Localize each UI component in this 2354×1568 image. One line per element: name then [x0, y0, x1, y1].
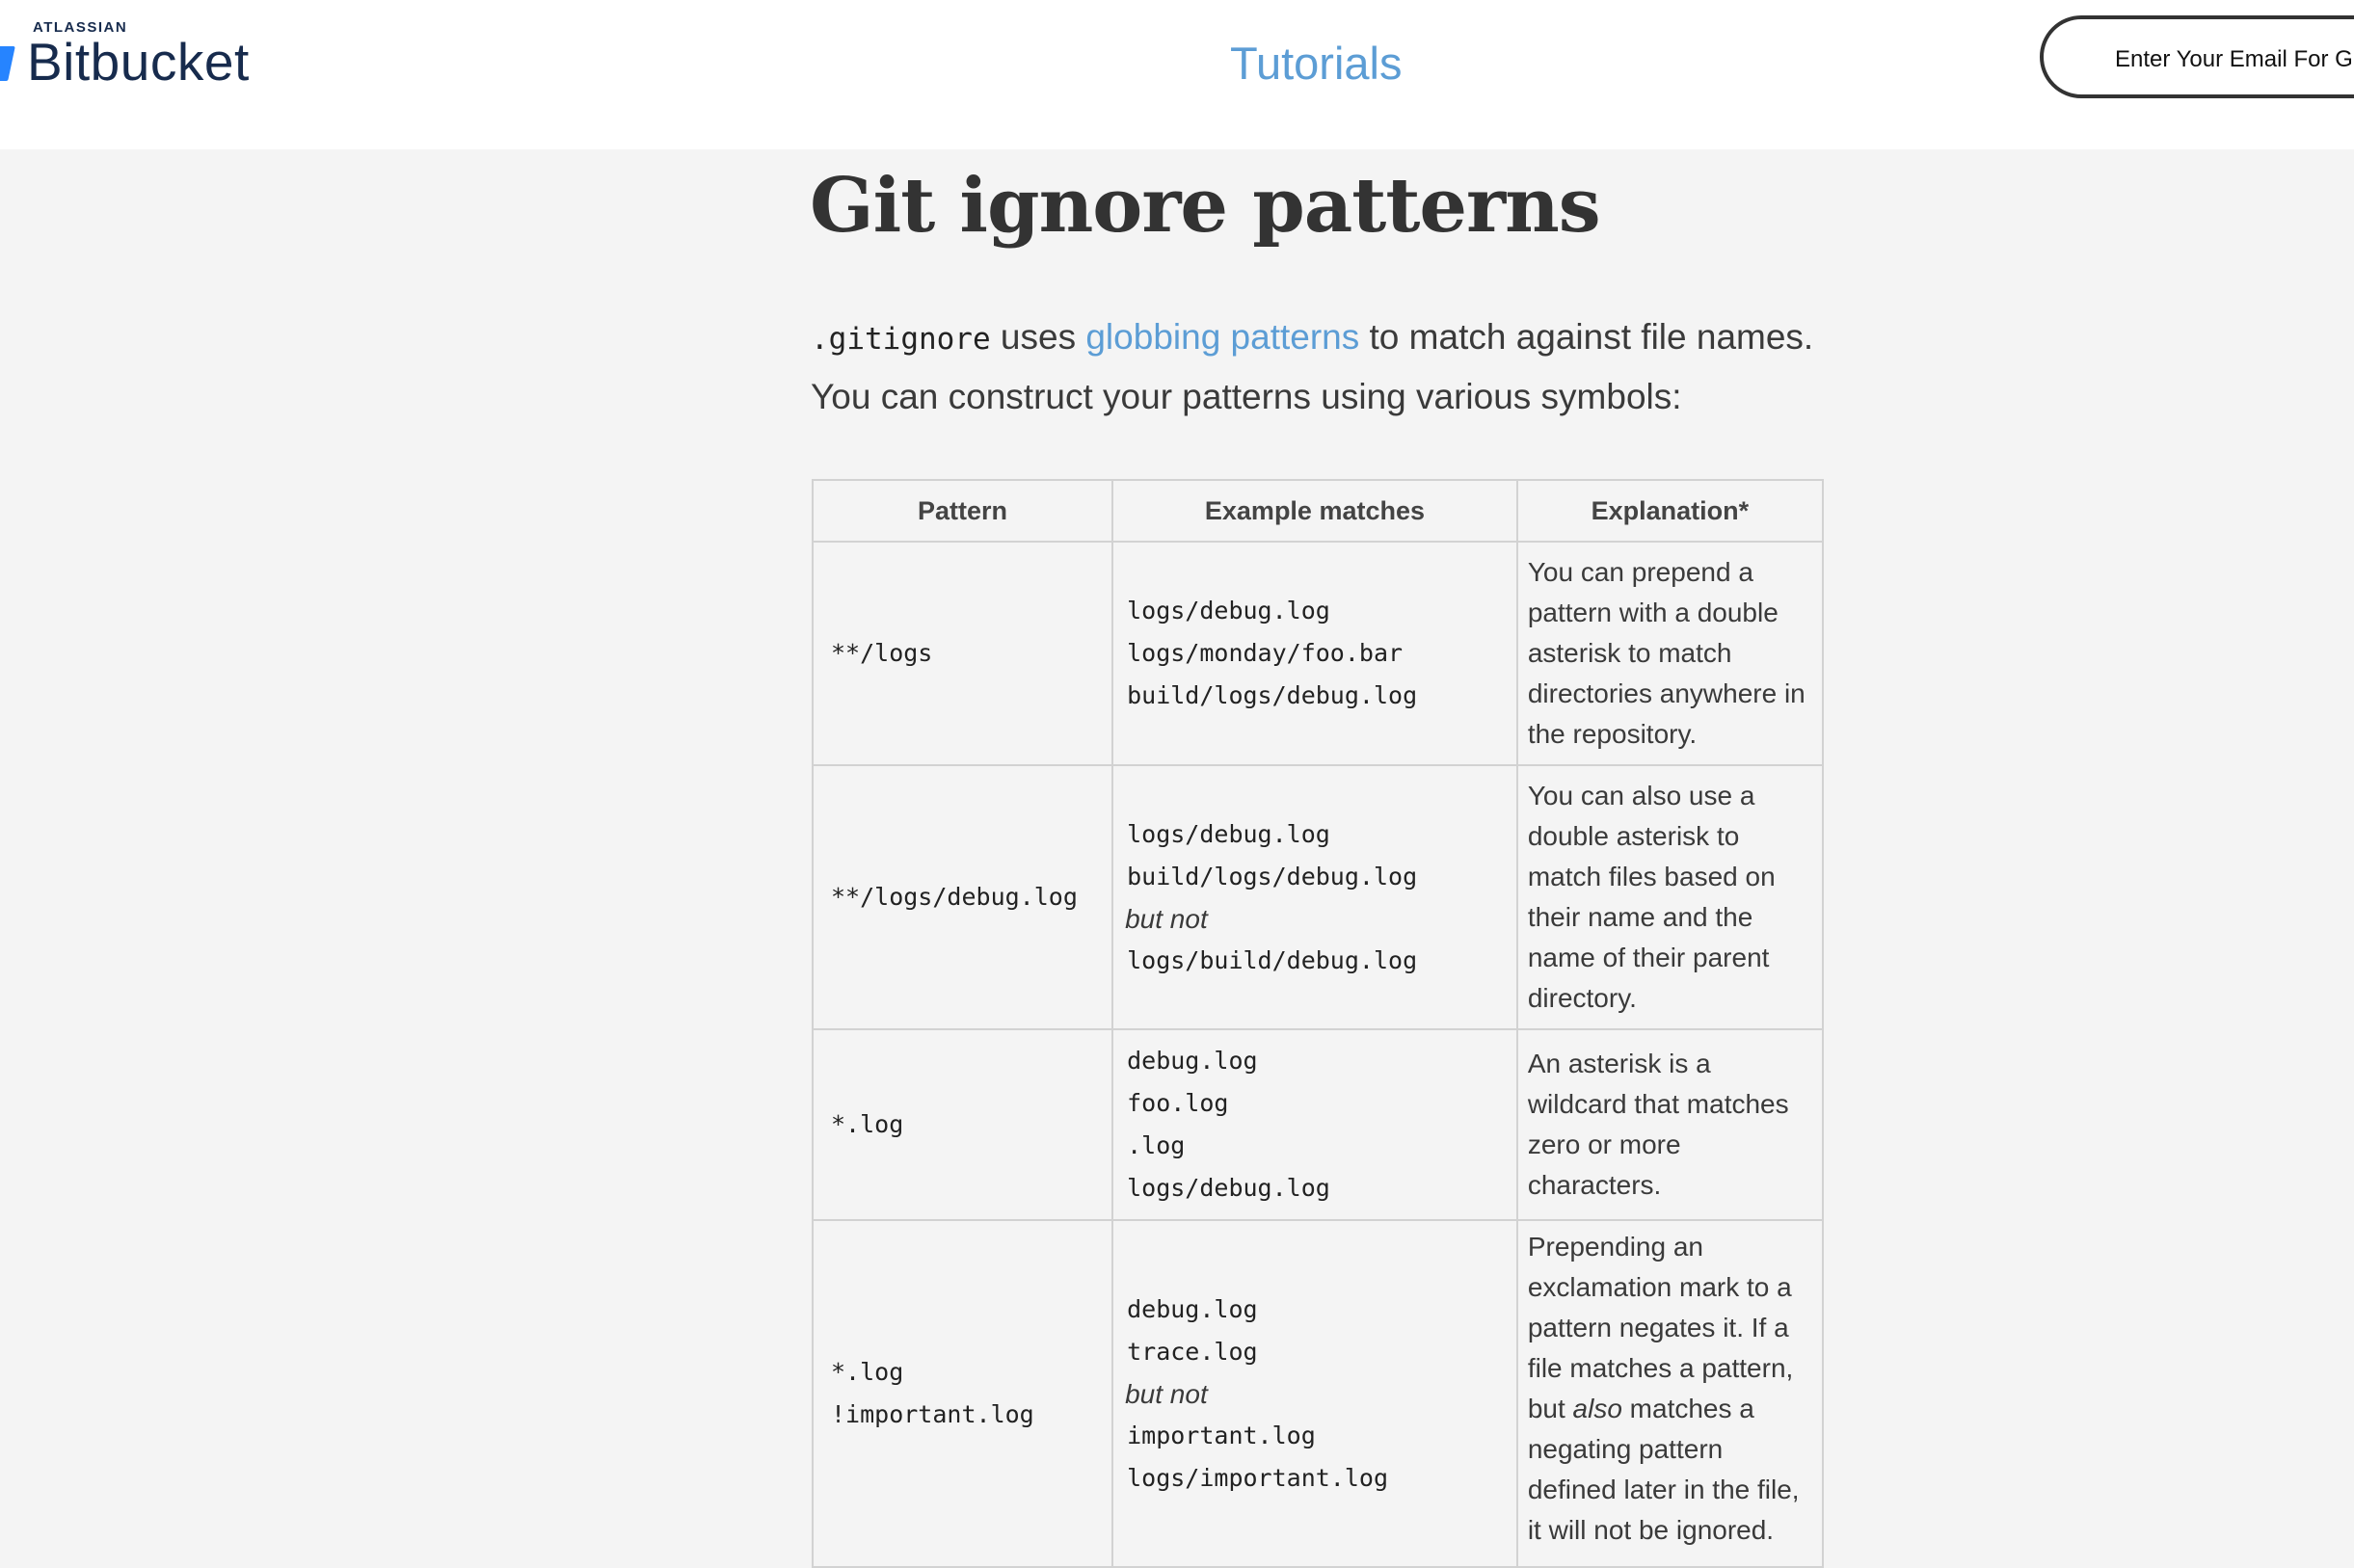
but-not-label: but not [1125, 903, 1208, 934]
example-match: logs/debug.log [1127, 1174, 1330, 1202]
column-header-explanation: Explanation* [1517, 480, 1823, 542]
example-match: debug.log [1127, 1047, 1258, 1075]
pattern-cell [813, 1029, 1112, 1220]
explanation-text-before: Prepending an exclamation mark to a pattern negates it. If a file matches a pattern, but [1527, 1232, 1794, 1423]
example-match: .log [1127, 1131, 1186, 1159]
example-match: foo.log [1127, 1089, 1229, 1117]
explanation-cell: An asterisk is a wildcard that matches zero or more characters. [1517, 1029, 1823, 1220]
email-signup-box[interactable] [2040, 15, 2354, 98]
inline-code-gitignore: .gitignore [811, 322, 991, 357]
example-matches-cell [1112, 1029, 1517, 1220]
site-header [0, 0, 2354, 149]
explanation-cell: You can prepend a pattern with a double asterisk to match directories anywhere in the repository. [1517, 542, 1823, 765]
column-header-pattern: Pattern [813, 480, 1112, 542]
explanation-cell [1517, 1220, 1823, 1567]
but-not-label: but not [1125, 1378, 1208, 1409]
globbing-patterns-link[interactable]: globbing patterns [1085, 317, 1360, 357]
pattern-text: **/logs/debug.log [831, 883, 1078, 911]
table-row [813, 765, 1823, 1029]
patterns-table [812, 479, 1824, 1568]
example-match: logs/debug.log [1127, 819, 1330, 848]
example-match: logs/debug.log [1127, 597, 1330, 625]
page-title: Git ignore patterns [810, 162, 1600, 250]
bitbucket-wordmark[interactable]: Bitbucket [27, 32, 250, 92]
pattern-cell [813, 542, 1112, 765]
example-non-match: important.log [1127, 1421, 1316, 1449]
pattern-text: !important.log [831, 1400, 1034, 1428]
example-match: debug.log [1127, 1294, 1258, 1323]
column-header-example-matches: Example matches [1112, 480, 1517, 542]
explanation-text-after: matches a negating pattern defined later in the file, it will not be ignored. [1527, 1394, 1800, 1545]
example-match: logs/monday/foo.bar [1127, 639, 1404, 667]
bitbucket-logo-icon[interactable] [0, 46, 15, 81]
example-match: build/logs/debug.log [1127, 862, 1418, 890]
example-match: build/logs/debug.log [1127, 681, 1418, 709]
explanation-cell: You can also use a double asterisk to match files based on their name and the name of their parent directory. [1517, 765, 1823, 1029]
table-row [813, 1220, 1823, 1567]
example-matches-cell [1112, 765, 1517, 1029]
pattern-cell [813, 1220, 1112, 1567]
example-match: trace.log [1127, 1337, 1258, 1366]
pattern-cell [813, 765, 1112, 1029]
table-row [813, 542, 1823, 765]
explanation-emphasis: also [1572, 1394, 1622, 1423]
intro-text-after-link: to match against file names. You can construct your patterns using various symbols: [811, 317, 1814, 416]
example-non-match: logs/important.log [1127, 1463, 1389, 1492]
table-header-row [813, 480, 1823, 542]
nav-link-tutorials[interactable]: Tutorials [1230, 38, 1403, 89]
example-matches-cell [1112, 1220, 1517, 1567]
intro-text-before-link: uses [990, 317, 1086, 357]
email-input[interactable] [2113, 42, 2354, 77]
example-non-match: logs/build/debug.log [1127, 945, 1418, 974]
atlassian-wordmark: ATLASSIAN [33, 19, 128, 36]
pattern-text: *.log [831, 1358, 904, 1386]
pattern-text: **/logs [831, 639, 933, 667]
example-matches-cell [1112, 542, 1517, 765]
intro-paragraph [811, 308, 1852, 426]
pattern-text: *.log [831, 1110, 904, 1138]
table-row [813, 1029, 1823, 1220]
